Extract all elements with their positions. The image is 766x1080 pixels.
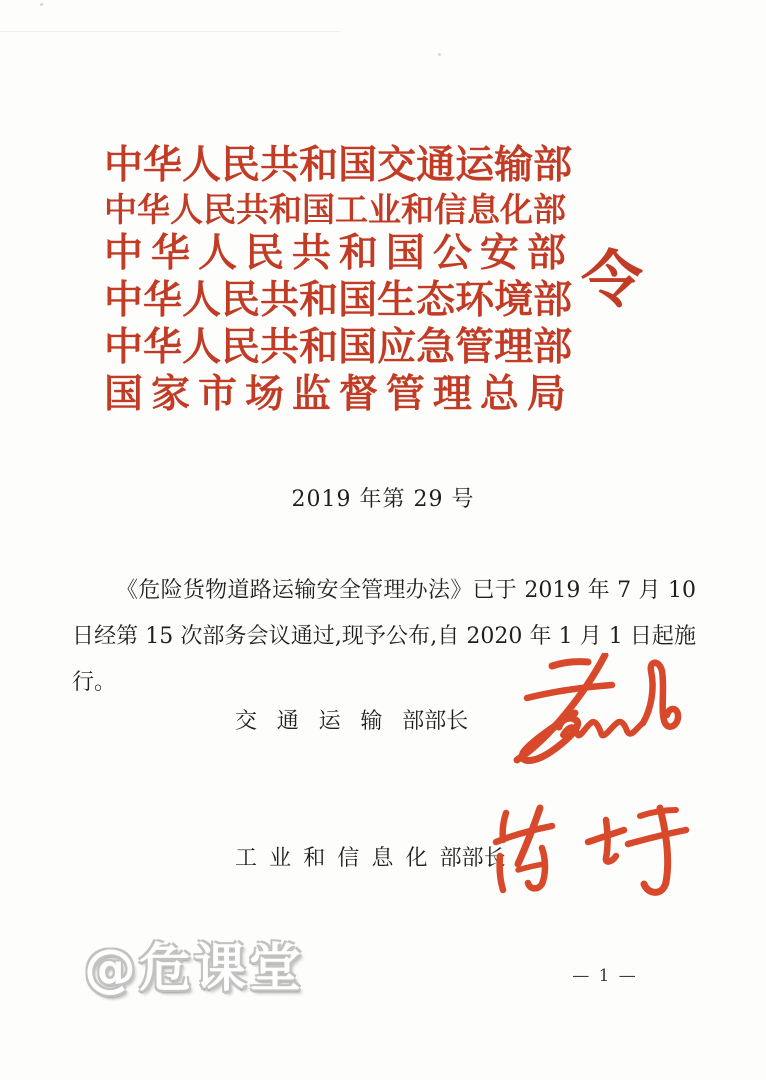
decree-number: 2019 年第 29 号 bbox=[291, 487, 475, 512]
signer-title-suffix: 部部长 bbox=[439, 846, 506, 871]
signer-title-suffix: 部部长 bbox=[402, 709, 469, 734]
scan-speck bbox=[438, 53, 441, 56]
handwritten-signature-transport-minister bbox=[505, 653, 685, 765]
page-number: — 1 — bbox=[572, 966, 638, 986]
header-line-ministry-of-public-security: 中 华 人 民 共 和 国 公 安 部 bbox=[104, 230, 566, 276]
header-line-ministry-of-industry-it: 中 华 人 民 共 和 国 工 业 和 信 息 化 部 bbox=[104, 190, 566, 229]
scan-speck bbox=[40, 3, 43, 6]
signer-title-transport-minister bbox=[235, 704, 468, 735]
header-line-ministry-of-ecology-environment: 中 华 人 民 共 和 国 生 态 环 境 部 bbox=[104, 277, 573, 323]
ministries-header bbox=[104, 142, 573, 417]
scan-artifact-line bbox=[0, 31, 340, 32]
header-line-state-administration-market-regulation: 国 家 市 场 监 督 管 理 总 局 bbox=[104, 371, 566, 417]
order-character: 令 bbox=[580, 243, 643, 316]
decree-body-paragraph: 《危险货物道路运输安全管理办法》已于 2019 年 7 月 10 日经第 15 次部务会议通过,现予公布,自 2020 年 1 月 1 日起施行。 bbox=[72, 578, 696, 695]
signer-title-spread: 交通运输 bbox=[235, 709, 403, 734]
watermark-channel-name: @危课堂 bbox=[84, 939, 305, 999]
header-line-ministry-of-emergency-management: 中 华 人 民 共 和 国 应 急 管 理 部 bbox=[104, 324, 573, 370]
signer-title-spread: 工业和信息化 bbox=[235, 846, 440, 871]
header-line-ministry-of-transport: 中 华 人 民 共 和 国 交 通 运 输 部 bbox=[104, 142, 573, 188]
handwritten-signature-miao-wei bbox=[488, 798, 708, 908]
signer-title-industry-it-minister bbox=[235, 841, 506, 872]
